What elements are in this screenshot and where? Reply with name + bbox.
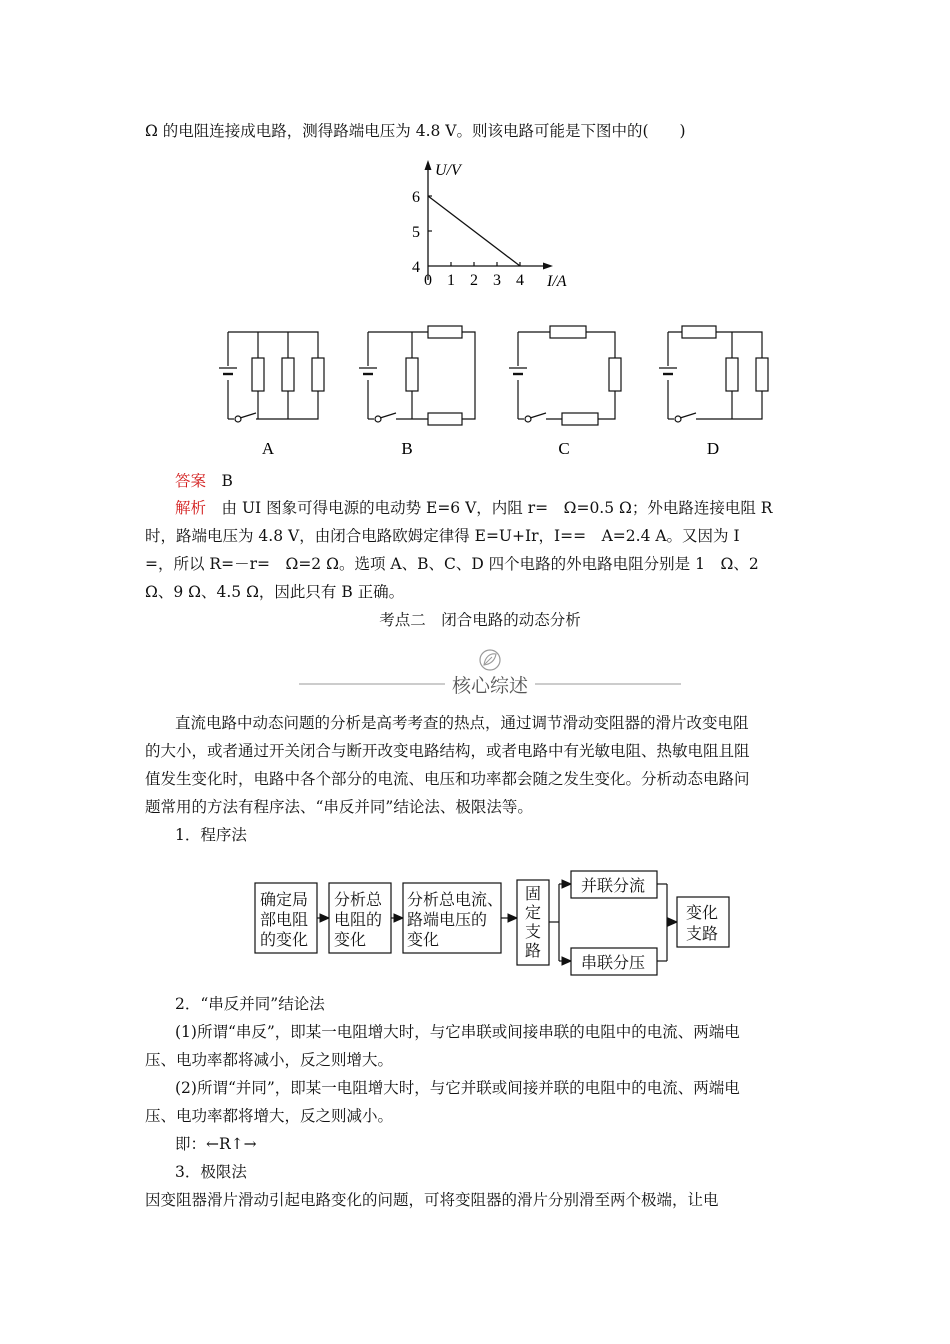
- method2-heading: 2．“串反并同”结论法: [175, 995, 325, 1013]
- intro-line-4: 题常用的方法有程序法、“串反并同”结论法、极限法等。: [145, 798, 533, 816]
- analysis-text-1: 由 UI 图象可得电源的电动势 E=6 V，内阻 r= Ω=0.5 Ω；外电路连接电阻 R: [221, 499, 773, 517]
- ui-graph: [395, 152, 595, 297]
- x-tick-label: 0: [424, 272, 432, 289]
- method2-p1-line-1: (1)所谓“串反”，即某一电阻增大时，与它串联或间接串联的电阻中的电流、两端电: [175, 1023, 740, 1041]
- analysis-line-1: [175, 498, 815, 518]
- resistor-b1: [406, 358, 418, 391]
- resistor-c2: [609, 358, 621, 391]
- x-tick-label: 1: [447, 272, 455, 289]
- flow-box-1-line-1: 确定局: [260, 892, 309, 909]
- method3-heading: 3．极限法: [175, 1163, 247, 1181]
- method2-p1-line-2: 压、电功率都将减小，反之则增大。: [145, 1051, 394, 1069]
- answer-value: B: [221, 472, 233, 490]
- circuit-c: [509, 326, 621, 425]
- answer-line: [175, 471, 815, 491]
- circuit-d: [659, 326, 768, 422]
- y-tick-label: 5: [412, 224, 420, 241]
- flow-box-1-line-2: 部电阻: [260, 912, 309, 929]
- resistor-a1: [252, 358, 264, 391]
- section-title: 考点二 闭合电路的动态分析: [379, 611, 581, 629]
- analysis-line-2: 时，路端电压为 4.8 V，由闭合电路欧姆定律得 E=U+Ir，I== A=2.4 A。又因为 I: [145, 527, 740, 545]
- circuit-b: [359, 326, 475, 425]
- analysis-line-4: Ω、9 Ω、4.5 Ω，因此只有 B 正确。: [145, 583, 405, 601]
- resistor-b3: [428, 413, 462, 425]
- flow-box-4-line-2: 定: [525, 905, 542, 922]
- analysis-label: 解析: [175, 499, 207, 517]
- method3-line-1: 因变阻器滑片滑动引起电路变化的问题，可将变阻器的滑片分别滑至两个极端，让电: [145, 1191, 719, 1209]
- question-text: Ω 的电阻连接成电路，测得路端电压为 4.8 V。则该电路可能是下图中的( ): [145, 122, 686, 140]
- circuit-label-a: A: [261, 439, 275, 458]
- circuit-label-b: B: [401, 439, 413, 458]
- flow-box-4-line-3: 支: [525, 924, 542, 941]
- flow-box-2-line-3: 变化: [334, 932, 367, 949]
- y-tick-label: 4: [412, 259, 420, 276]
- core-summary-banner: [295, 642, 685, 702]
- flow-box-4-line-1: 固: [525, 886, 542, 903]
- resistor-d3: [756, 358, 768, 391]
- circuit-label-c: C: [558, 439, 570, 458]
- flow-box-2-line-2: 电阻的: [334, 912, 383, 929]
- flow-box-6-label: 串联分压: [581, 955, 646, 972]
- flow-box-7-line-2: 支路: [686, 926, 719, 943]
- flow-box-3-line-3: 变化: [407, 932, 440, 949]
- intro-line-2: 的大小，或者通过开关闭合与断开改变电路结构，或者电路中有光敏电阻、热敏电阻且阻: [145, 742, 750, 760]
- flow-box-4-line-4: 路: [525, 943, 542, 960]
- x-tick-label: 3: [493, 272, 501, 289]
- method2-p2-line-1: (2)所谓“并同”，即某一电阻增大时，与它并联或间接并联的电阻中的电流、两端电: [175, 1079, 740, 1097]
- intro-line-1: 直流电路中动态问题的分析是高考考查的热点，通过调节滑动变阻器的滑片改变电阻: [175, 714, 749, 732]
- resistor-a3: [312, 358, 324, 391]
- resistor-c3: [562, 413, 598, 425]
- method1-heading: 1．程序法: [175, 826, 247, 844]
- resistor-d2: [726, 358, 738, 391]
- circuit-diagrams: [200, 306, 785, 468]
- flow-box-1-line-3: 的变化: [260, 932, 309, 949]
- x-tick-label: 4: [516, 272, 524, 289]
- leaf-badge-icon: [480, 650, 500, 670]
- x-tick-label: 2: [470, 272, 478, 289]
- intro-line-3: 值发生变化时，电路中各个部分的电流、电压和功率都会随之发生变化。分析动态电路问: [145, 770, 750, 788]
- banner-title: 核心综述: [451, 675, 529, 697]
- procedure-flowchart: [245, 853, 740, 983]
- flow-box-3-line-1: 分析总电流、: [407, 892, 504, 909]
- y-tick-label: 6: [412, 189, 420, 206]
- y-axis-label: U/V: [435, 162, 461, 179]
- analysis-line-3: =，所以 R=－r= Ω=2 Ω。选项 A、B、C、D 四个电路的外电路电阻分别是 1 Ω、2: [145, 555, 759, 573]
- method2-p2-line-2: 压、电功率都将增大，反之则减小。: [145, 1107, 394, 1125]
- x-axis-label: I/A: [547, 273, 567, 290]
- resistor-b2: [428, 326, 462, 338]
- answer-label: 答案: [175, 472, 207, 490]
- flow-box-2-line-1: 分析总: [334, 892, 383, 909]
- circuit-label-d: D: [706, 439, 720, 458]
- method2-formula: 即：←R↑→: [175, 1135, 257, 1153]
- circuit-a: [219, 332, 324, 422]
- resistor-c1: [550, 326, 586, 338]
- resistor-d1: [682, 326, 716, 338]
- flow-box-7-line-1: 变化: [686, 905, 719, 922]
- flow-box-5-label: 并联分流: [581, 878, 646, 895]
- flow-box-3-line-2: 路端电压的: [407, 912, 488, 929]
- resistor-a2: [282, 358, 294, 391]
